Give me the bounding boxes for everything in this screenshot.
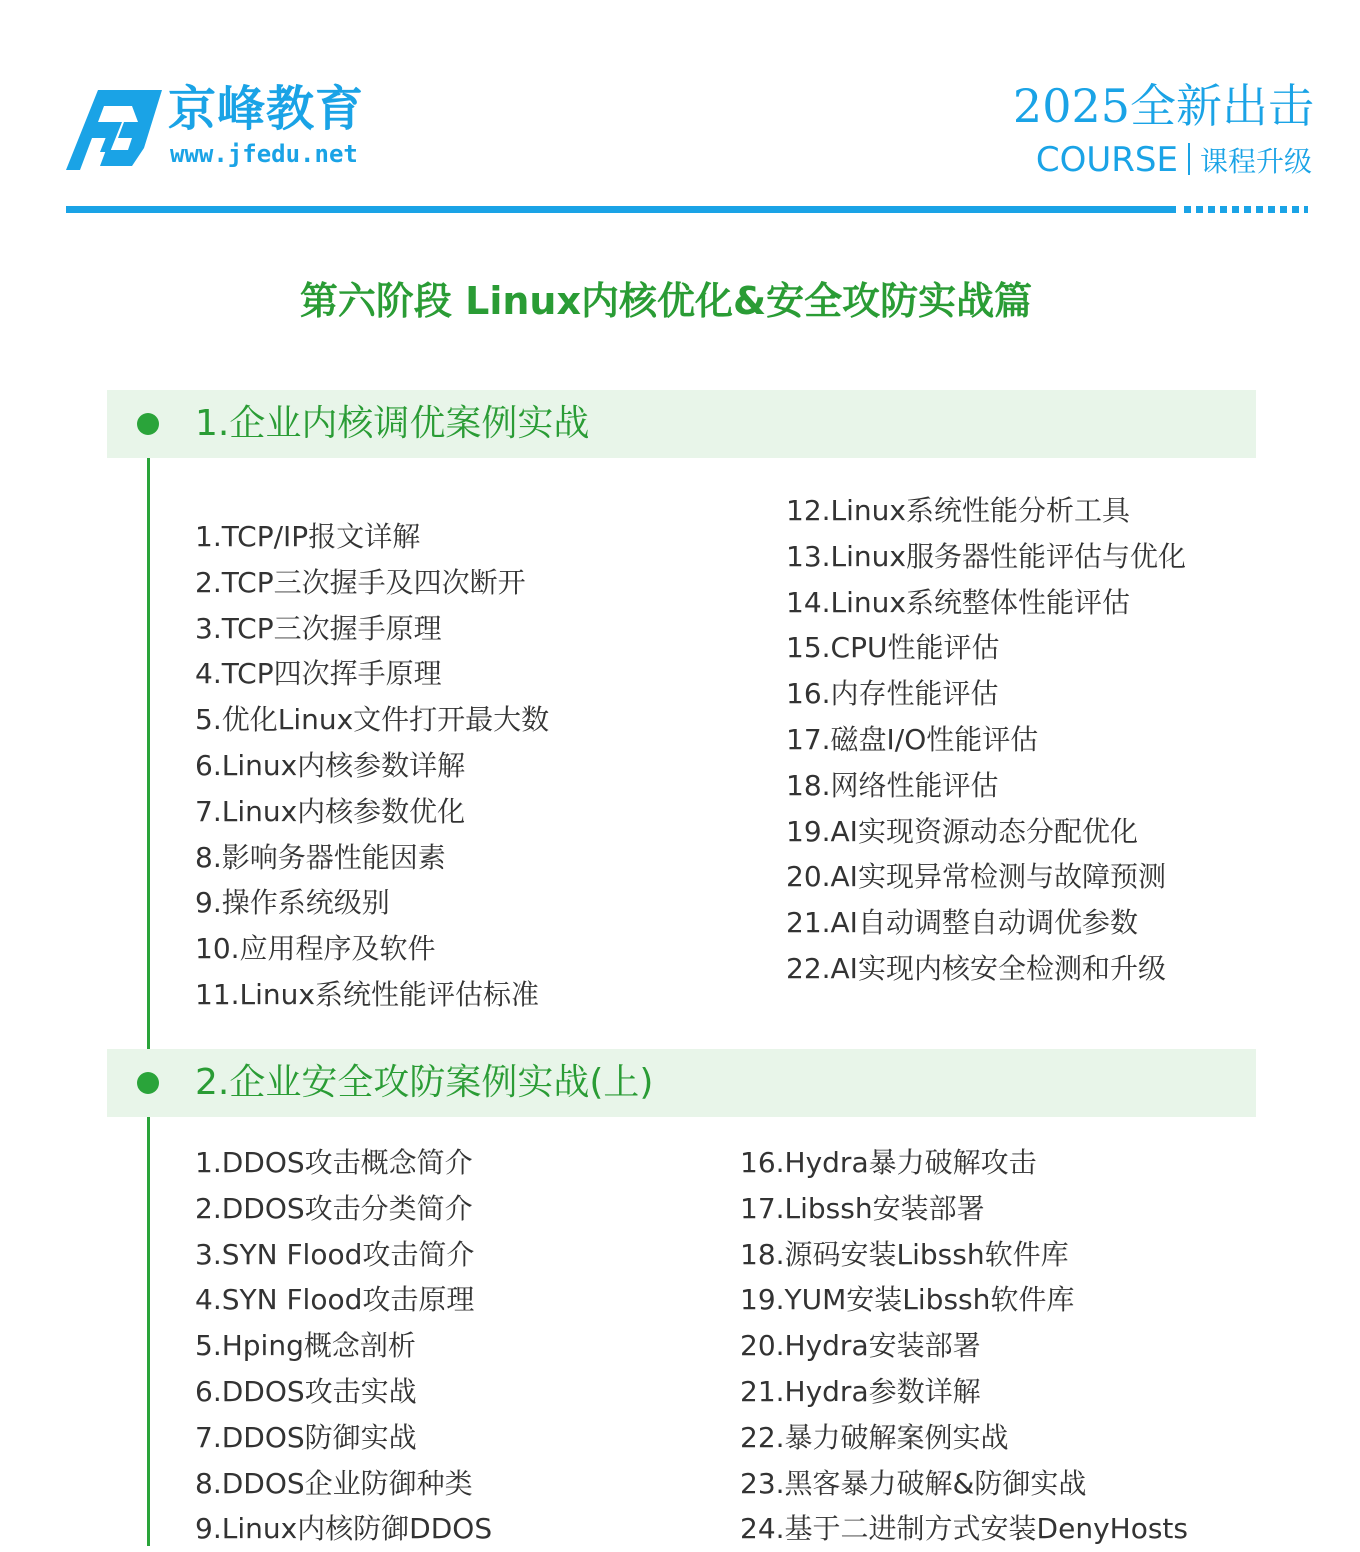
list-item: 8.影响务器性能因素: [195, 840, 446, 874]
timeline-line: [147, 412, 150, 1546]
list-item: 4.TCP四次挥手原理: [195, 657, 442, 691]
page-title: 第六阶段 Linux内核优化&安全攻防实战篇: [299, 279, 1033, 323]
slogan: 2025全新出击: [1012, 79, 1314, 133]
list-item: 3.TCP三次握手原理: [195, 611, 442, 645]
list-item: 7.Linux内核参数优化: [195, 794, 466, 828]
list-item: 19.YUM安装Libssh软件库: [740, 1283, 1075, 1317]
list-item: 7.DDOS防御实战: [195, 1420, 417, 1454]
section-title-1: 1.企业内核调优案例实战: [195, 403, 590, 444]
section-2-left-list: [195, 1140, 492, 1552]
list-item: 8.DDOS企业防御种类: [195, 1466, 473, 1500]
list-item: 10.应用程序及软件: [195, 932, 436, 966]
list-item: 13.Linux服务器性能评估与优化: [786, 539, 1186, 573]
list-item: 18.网络性能评估: [786, 768, 999, 802]
list-item: 2.TCP三次握手及四次断开: [195, 565, 526, 599]
list-item: 24.基于二进制方式安装DenyHosts: [740, 1512, 1188, 1546]
course-label: COURSE: [1035, 140, 1178, 180]
list-item: 18.源码安装Libssh软件库: [740, 1237, 1069, 1271]
list-item: 20.AI实现异常检测与故障预测: [786, 860, 1166, 894]
divider: [1188, 143, 1190, 175]
list-item: 14.Linux系统整体性能评估: [786, 585, 1130, 619]
list-item: 1.TCP/IP报文详解: [195, 520, 421, 553]
jfedu-logo: [66, 86, 162, 170]
header-dotted-rule: [1184, 206, 1308, 213]
list-item: 16.Hydra暴力破解攻击: [740, 1146, 1037, 1179]
list-item: 23.黑客暴力破解&防御实战: [740, 1466, 1087, 1500]
header-rule: [66, 206, 1176, 213]
list-item: 11.Linux系统性能评估标准: [195, 977, 539, 1011]
section-1-left-list: [195, 514, 549, 1018]
list-item: 16.内存性能评估: [786, 677, 999, 711]
list-item: 2.DDOS攻击分类简介: [195, 1191, 473, 1225]
list-item: 17.磁盘I/O性能评估: [786, 722, 1039, 756]
list-item: 6.DDOS攻击实战: [195, 1374, 417, 1408]
timeline-dot: [137, 1072, 159, 1094]
list-item: 6.Linux内核参数详解: [195, 748, 466, 782]
list-item: 12.Linux系统性能分析工具: [786, 494, 1130, 527]
list-item: 17.Libssh安装部署: [740, 1191, 985, 1225]
list-item: 4.SYN Flood攻击原理: [195, 1283, 475, 1317]
list-item: 22.暴力破解案例实战: [740, 1420, 1009, 1454]
list-item: 20.Hydra安装部署: [740, 1329, 981, 1363]
list-item: 15.CPU性能评估: [786, 631, 1000, 665]
timeline-dot: [137, 413, 159, 435]
list-item: 21.Hydra参数详解: [740, 1374, 981, 1408]
list-item: 22.AI实现内核安全检测和升级: [786, 951, 1166, 985]
brand-url: www.jfedu.net: [170, 140, 358, 168]
list-item: 21.AI自动调整自动调优参数: [786, 906, 1138, 940]
course-sub-label: 课程升级: [1199, 145, 1312, 178]
list-item: 9.操作系统级别: [195, 886, 390, 920]
course-tagline: [1036, 138, 1312, 184]
list-item: 5.优化Linux文件打开最大数: [195, 703, 550, 737]
list-item: 9.Linux内核防御DDOS: [195, 1512, 493, 1546]
section-1-right-list: [786, 488, 1186, 992]
list-item: 19.AI实现资源动态分配优化: [786, 814, 1138, 848]
list-item: 3.SYN Flood攻击简介: [195, 1237, 475, 1271]
section-2-right-list: [740, 1140, 1188, 1552]
brand-name: 京峰教育: [168, 81, 365, 137]
section-title-2: 2.企业安全攻防案例实战(上): [195, 1062, 654, 1103]
list-item: 5.Hping概念剖析: [195, 1329, 416, 1363]
list-item: 1.DDOS攻击概念简介: [195, 1146, 473, 1179]
